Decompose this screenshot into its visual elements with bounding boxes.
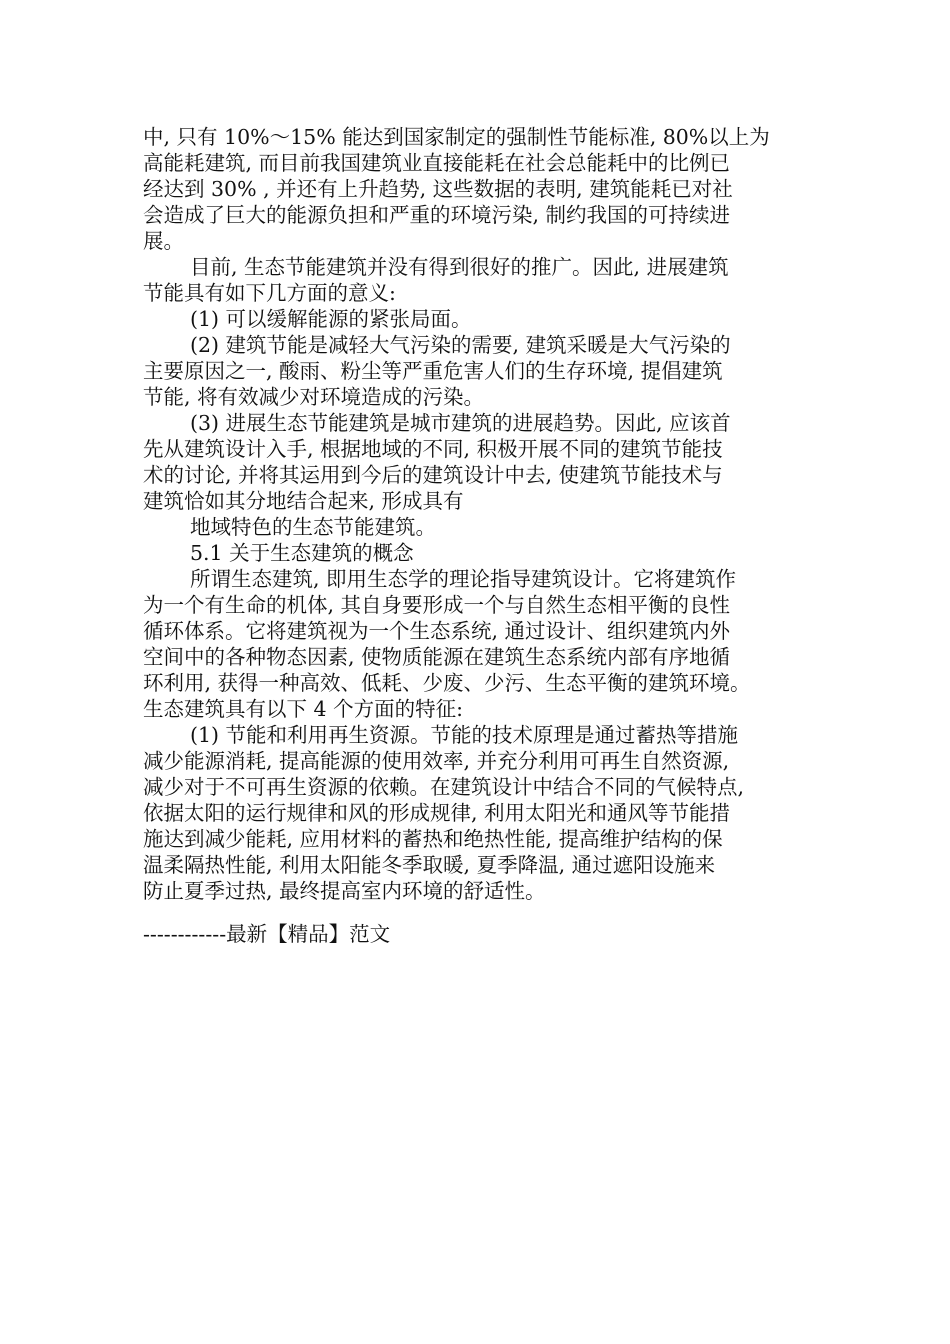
text-line: 经达到 30% , 并还有上升趋势, 这些数据的表明, 建筑能耗已对社 <box>143 177 733 201</box>
text-line: (1) 节能和利用再生资源。节能的技术原理是通过蓄热等措施 <box>190 723 739 747</box>
text-line: 术的讨论, 并将其运用到今后的建筑设计中去, 使建筑节能技术与 <box>143 463 723 487</box>
text-line: 地域特色的生态节能建筑。 <box>190 515 436 539</box>
text-line: 生态建筑具有以下 4 个方面的特征: <box>143 697 463 721</box>
text-line: 防止夏季过热, 最终提高室内环境的舒适性。 <box>143 879 546 903</box>
text-line: 目前, 生态节能建筑并没有得到很好的推广。因此, 进展建筑 <box>190 255 729 279</box>
text-line: 为一个有生命的机体, 其自身要形成一个与自然生态相平衡的良性 <box>143 593 731 617</box>
text-line: 减少能源消耗, 提高能源的使用效率, 并充分利用可再生自然资源, <box>143 749 730 773</box>
footer-text: ------------最新【精品】范文 <box>143 922 391 946</box>
text-line: 主要原因之一, 酸雨、粉尘等严重危害人们的生存环境, 提倡建筑 <box>143 359 723 383</box>
text-line: 建筑恰如其分地结合起来, 形成具有 <box>143 489 464 513</box>
text-line: 所谓生态建筑, 即用生态学的理论指导建筑设计。它将建筑作 <box>190 567 737 591</box>
text-line: 5.1 关于生态建筑的概念 <box>190 541 414 565</box>
text-line: (3) 进展生态节能建筑是城市建筑的进展趋势。因此, 应该首 <box>190 411 731 435</box>
text-line: 节能, 将有效减少对环境造成的污染。 <box>143 385 485 409</box>
text-line: 空间中的各种物态因素, 使物质能源在建筑生态系统内部有序地循 <box>143 645 731 669</box>
text-line: 温柔隔热性能, 利用太阳能冬季取暖, 夏季降温, 通过遮阳设施来 <box>143 853 716 877</box>
text-line: 施达到减少能耗, 应用材料的蓄热和绝热性能, 提高维护结构的保 <box>143 827 723 851</box>
text-line: 先从建筑设计入手, 根据地域的不同, 积极开展不同的建筑节能技 <box>143 437 723 461</box>
text-line: 环利用, 获得一种高效、低耗、少废、少污、生态平衡的建筑环境。 <box>143 671 751 695</box>
text-line: 展。 <box>143 229 184 253</box>
text-line: 依据太阳的运行规律和风的形成规律, 利用太阳光和通风等节能措 <box>143 801 731 825</box>
text-line: 节能具有如下几方面的意义: <box>143 281 396 305</box>
text-line: 循环体系。它将建筑视为一个生态系统, 通过设计、组织建筑内外 <box>143 619 731 643</box>
text-line: (2) 建筑节能是减轻大气污染的需要, 建筑采暖是大气污染的 <box>190 333 731 357</box>
text-line: 高能耗建筑, 而目前我国建筑业直接能耗在社会总能耗中的比例已 <box>143 151 731 175</box>
document-body <box>143 124 807 904</box>
text-line: 中, 只有 10%～15% 能达到国家制定的强制性节能标准, 80%以上为 <box>143 125 770 149</box>
text-line: 会造成了巨大的能源负担和严重的环境污染, 制约我国的可持续进 <box>143 203 731 227</box>
text-line: (1) 可以缓解能源的紧张局面。 <box>190 307 472 331</box>
text-line: 减少对于不可再生资源的依赖。在建筑设计中结合不同的气候特点, <box>143 775 745 799</box>
